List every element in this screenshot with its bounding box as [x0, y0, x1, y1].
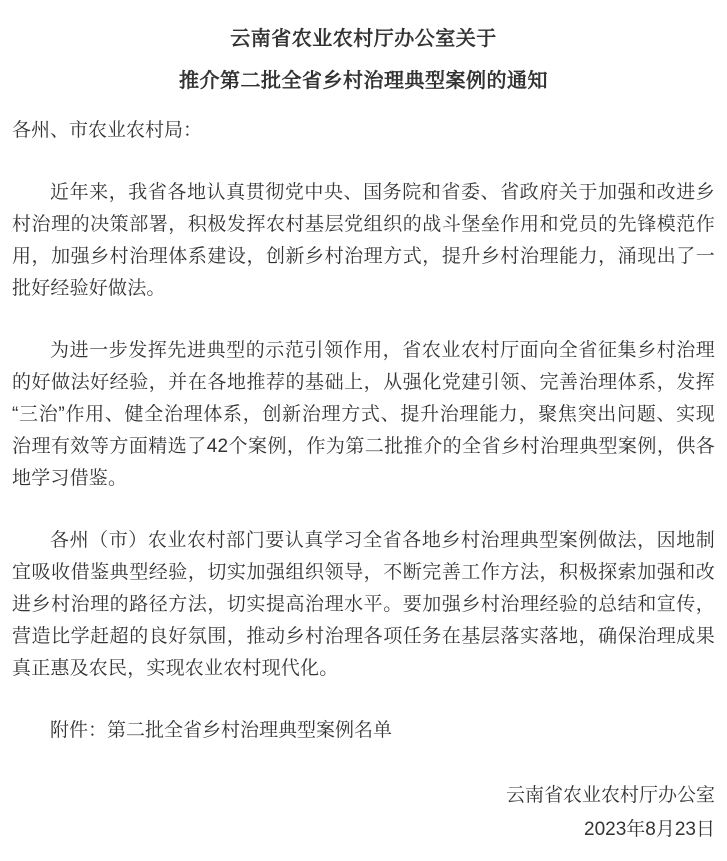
document-title	[12, 18, 715, 102]
signature-block	[12, 779, 715, 847]
body-paragraph-2: 为进一步发挥先进典型的示范引领作用，省农业农村厅面向全省征集乡村治理的好做法好经验，并在各地推荐的基础上，从强化党建引领、完善治理体系，发挥“三治”作用、健全治理体系，创新治理方式、提升治理能力，聚焦突出问题、实现治理有效等方面精选了42个案例，作为第二批推介的全省乡村治理典型案例，供各地学习借鉴。	[12, 340, 715, 489]
title-line-1: 云南省农业农村厅办公室关于	[230, 28, 497, 50]
body-paragraph-1: 近年来，我省各地认真贯彻党中央、国务院和省委、省政府关于加强和改进乡村治理的决策部署，积极发挥农村基层党组织的战斗堡垒作用和党员的先锋模范作用，加强乡村治理体系建设，创新乡村治理方式，提升乡村治理能力，涌现出了一批好经验好做法。	[12, 182, 715, 299]
body-paragraph-3: 各州（市）农业农村部门要认真学习全省各地乡村治理典型案例做法，因地制宜吸收借鉴典型经验，切实加强组织领导，不断完善工作方法，积极探索加强和改进乡村治理的路径方法，切实提高治理水平。要加强乡村治理经验的总结和宣传，营造比学赶超的良好氛围，推动乡村治理各项任务在基层落实落地，确保治理成果真正惠及农民，实现农业农村现代化。	[12, 530, 715, 679]
title-line-2: 推介第二批全省乡村治理典型案例的通知	[179, 70, 548, 92]
issue-date: 2023年8月23日	[584, 819, 715, 840]
salutation-line: 各州、市农业农村局：	[12, 120, 203, 141]
attachment-line: 附件：第二批全省乡村治理典型案例名单	[50, 720, 393, 741]
issuing-office: 云南省农业农村厅办公室	[505, 785, 715, 806]
